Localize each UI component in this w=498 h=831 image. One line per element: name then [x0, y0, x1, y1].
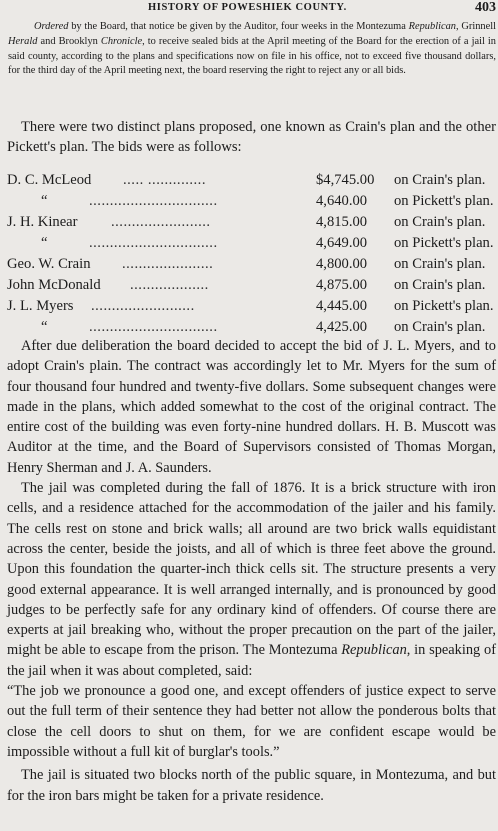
page-number: 403 — [475, 0, 496, 15]
bid-row — [7, 233, 497, 254]
bid-plan: on Crain's plan. — [394, 319, 486, 335]
bid-row — [7, 317, 497, 338]
paragraph-location — [7, 765, 496, 806]
leader-dots: ........................ — [111, 214, 211, 230]
bidder-name: J. L. Myers — [7, 298, 74, 314]
board-order-paragraph — [8, 20, 496, 79]
order-lead: Ordered — [34, 21, 69, 32]
order-text-1: by the Board, that notice be given by the Auditor, four weeks in the Montezuma — [68, 21, 409, 32]
leader-dots: ................... — [130, 277, 209, 293]
order-text-2: , Grinnell — [455, 21, 496, 32]
bidder-name: “ — [41, 193, 48, 209]
bid-amount: 4,649.00 — [316, 235, 368, 251]
newspaper-quote-text: “The job we pronounce a good one, and except offenders of justice expect to serve out the full term of their sentence they had better not allow the ponderous bolts that close the cell doors to shut on them, for we are confident escape would be impossible without a full kit of burglar's tools.” — [7, 683, 496, 760]
leader-dots: ...................... — [122, 256, 214, 272]
paragraph-decision — [7, 336, 496, 478]
bid-amount: 4,425.00 — [316, 319, 368, 335]
bid-plan: on Crain's plan. — [394, 214, 486, 230]
bid-row — [7, 170, 497, 191]
leader-dots: ..... .............. — [123, 172, 206, 188]
bidder-name: “ — [41, 235, 48, 251]
newspaper-quote — [7, 681, 496, 762]
leader-dots: ............................... — [89, 319, 218, 335]
newspaper-republican: Republican — [408, 21, 456, 32]
newspaper-republican: Republican — [341, 642, 407, 659]
bid-row — [7, 275, 497, 296]
newspaper-chronicle: Chronicle — [100, 35, 143, 47]
bid-amount: $4,745.00 — [316, 172, 375, 188]
order-text-4: , to receive sealed bids at the April meeting of the Board for the erection of a jail in said county, according to the plans and specifications now on file in his office, not to exceed five thousand dollars, for the third day of the April meeting next, the board reserving the right to reject any or all bids. — [8, 35, 496, 77]
bid-amount: 4,445.00 — [316, 298, 368, 314]
bidder-name: John McDonald — [7, 277, 101, 293]
leader-dots: ............................... — [89, 235, 218, 251]
bid-plan: on Crain's plan. — [394, 277, 486, 293]
bid-amount: 4,800.00 — [316, 256, 368, 272]
leader-dots: ............................... — [89, 193, 218, 209]
intro-paragraph — [7, 117, 496, 157]
bid-amount: 4,815.00 — [316, 214, 368, 230]
bidder-name: “ — [41, 319, 48, 335]
bid-plan: on Pickett's plan. — [394, 235, 494, 251]
bid-amount: 4,640.00 — [316, 193, 368, 209]
paragraph-location-text: The jail is situated two blocks north of the public square, in Montezuma, and but for the iron bars might be taken for a private residence. — [7, 767, 496, 804]
page-header — [0, 2, 498, 18]
bidder-name: J. H. Kinear — [7, 214, 78, 230]
bid-row — [7, 212, 497, 233]
bid-plan: on Pickett's plan. — [394, 193, 494, 209]
bid-plan: on Crain's plan. — [394, 172, 486, 188]
intro-text: There were two distinct plans proposed, one known as Crain's plan and the other Pickett's plan. The bids were as follows: — [7, 119, 496, 155]
bidder-name: D. C. McLeod — [7, 172, 92, 188]
bid-plan: on Pickett's plan. — [394, 298, 494, 314]
bid-amount: 4,875.00 — [316, 277, 368, 293]
newspaper-herald: Herald — [8, 35, 38, 47]
paragraph-jail-description — [7, 478, 496, 681]
bid-row — [7, 296, 497, 317]
paragraph-decision-text: After due deliberation the board decided to accept the bid of J. L. Myers, and to adopt Crain's plain. The contract was accordingly let to Mr. Myers for the sum of four thousand four hundred and twenty-five dollars. Some subsequent changes were made in the plans, which added somewhat to the cost of the original contract. The entire cost of the building was even forty-nine hundred dollars. H. B. Muscott was Auditor at the time, and the Board of Supervisors consisted of Thomas Morgan, Henry Sherman and J. A. Saunders. — [7, 338, 496, 476]
bids-list — [7, 170, 497, 338]
order-text-3: and Brooklyn — [37, 35, 101, 47]
paragraph-jail-text-a: The jail was completed during the fall of 1876. It is a brick structure with iron cells, and a residence attached for the accommodation of the jailer and his family. The cells rest on stone and brick walls; all around are two brick walls equidistant across the center, beside the joists, and all of which is three feet above the ground. Upon this foundation the quarter-inch thick cells sit. The structure presents a very good external appearance. It is well arranged internally, and is pronounced by good judges to be perfectly safe for any ordinary kind of offenders. Of course there are experts at jail breaking who, without the proper precaution on the part of the jailer, might be able to escape from the prison. The Montezuma — [7, 480, 496, 659]
paragraph-jail-text-b: , in speaking of the jail when it was about completed, said: — [7, 642, 496, 679]
bidder-name: Geo. W. Crain — [7, 256, 91, 272]
body-text — [7, 336, 496, 806]
bid-row — [7, 254, 497, 275]
leader-dots: ......................... — [91, 298, 195, 314]
bid-plan: on Crain's plan. — [394, 256, 486, 272]
running-head: HISTORY OF POWESHIEK COUNTY. — [148, 2, 347, 13]
bid-row — [7, 191, 497, 212]
